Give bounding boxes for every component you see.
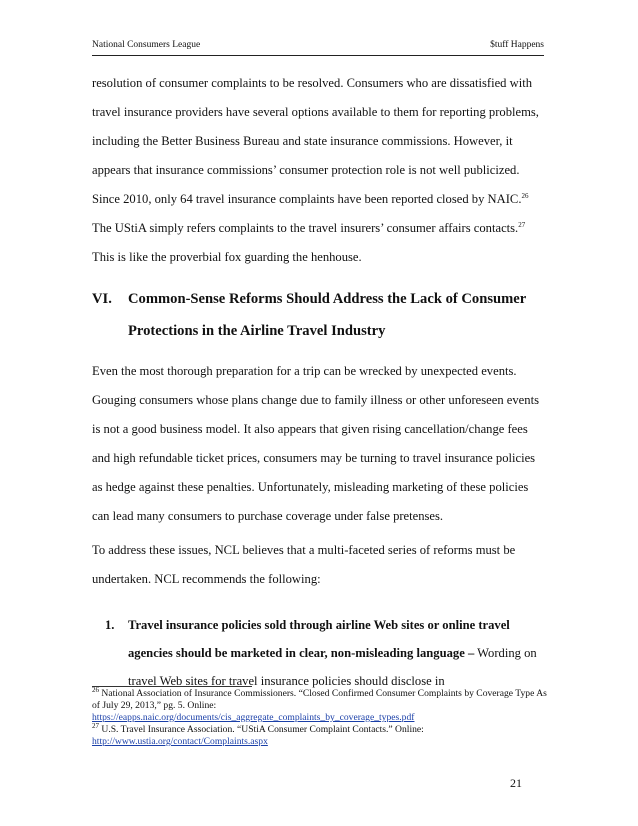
paragraph-reforms-intro: To address these issues, NCL believes that a multi-faceted series of reforms must be undertaken. NCL recommends the following: [92,543,516,586]
footnote-ref-26[interactable]: 26 [521,191,529,200]
footnote-ref-27[interactable]: 27 [518,220,526,229]
footnote-link-ustia[interactable]: http://www.ustia.org/contact/Complaints.aspx [92,736,268,747]
header-report-title: $tuff Happens [490,40,544,50]
para1-text-c: This is like the proverbial fox guarding the henhouse. [92,250,362,264]
footnote-link-naic[interactable]: https://eapps.naic.org/documents/cis_aggregate_complaints_by_coverage_types.pdf [92,712,415,723]
footnote-divider [92,686,252,687]
list-item-number: 1. [105,618,115,632]
section-title: Common-Sense Reforms Should Address the Lack of Consumer Protections in the Airline Travel Industry [128,291,526,339]
section-heading [92,283,548,347]
list-item-heading: Travel insurance policies sold through airline Web sites or online travel agencies should be marketed in clear, non-misleading language – [128,618,510,660]
footnote-text: National Association of Insurance Commissioners. “Closed Confirmed Consumer Complaints by Coverage Type As of July 29, 2013,” pg. 5. Online: [92,688,547,711]
para1-text-b: The UStiA simply refers complaints to the travel insurers’ consumer affairs contacts. [92,221,519,235]
page-number: 21 [510,776,522,790]
list-item [92,611,548,695]
section-number: VI. [92,291,112,307]
footnote-text: U.S. Travel Insurance Association. “UStiA Consumer Complaint Contacts.” Online: [99,724,424,735]
page-header [92,40,544,56]
list-item-body: Wording on travel Web sites for travel insurance policies should disclose in [128,646,537,688]
paragraph-complaints [92,69,548,272]
footnotes [92,685,548,748]
footnote-mark: 26 [92,685,99,694]
para1-text-a: resolution of consumer complaints to be resolved. Consumers who are dissatisfied with travel insurance providers have several options available to them for reporting problems, including the Better Business Bureau and state insurance commissions. However, it appears that insurance commissions’ consumer protection role is not well publicized. Since 2010, only 64 travel insurance complaints have been reported closed by NAIC. [92,76,539,206]
footnote-27 [92,721,548,748]
footnote-26 [92,685,548,724]
header-org-name: National Consumers League [92,40,201,50]
paragraph-preparation: Even the most thorough preparation for a trip can be wrecked by unexpected events. Gouging consumers whose plans change due to family illness or other unforeseen events is not a good business model. It also appears that given rising cancellation/change fees and high refundable ticket prices, consumers may be turning to travel insurance policies as hedge against these penalties. Unfortunately, misleading marketing of these policies can lead many consumers to purchase coverage under false pretenses. [92,364,539,523]
footnote-mark: 27 [92,721,99,730]
